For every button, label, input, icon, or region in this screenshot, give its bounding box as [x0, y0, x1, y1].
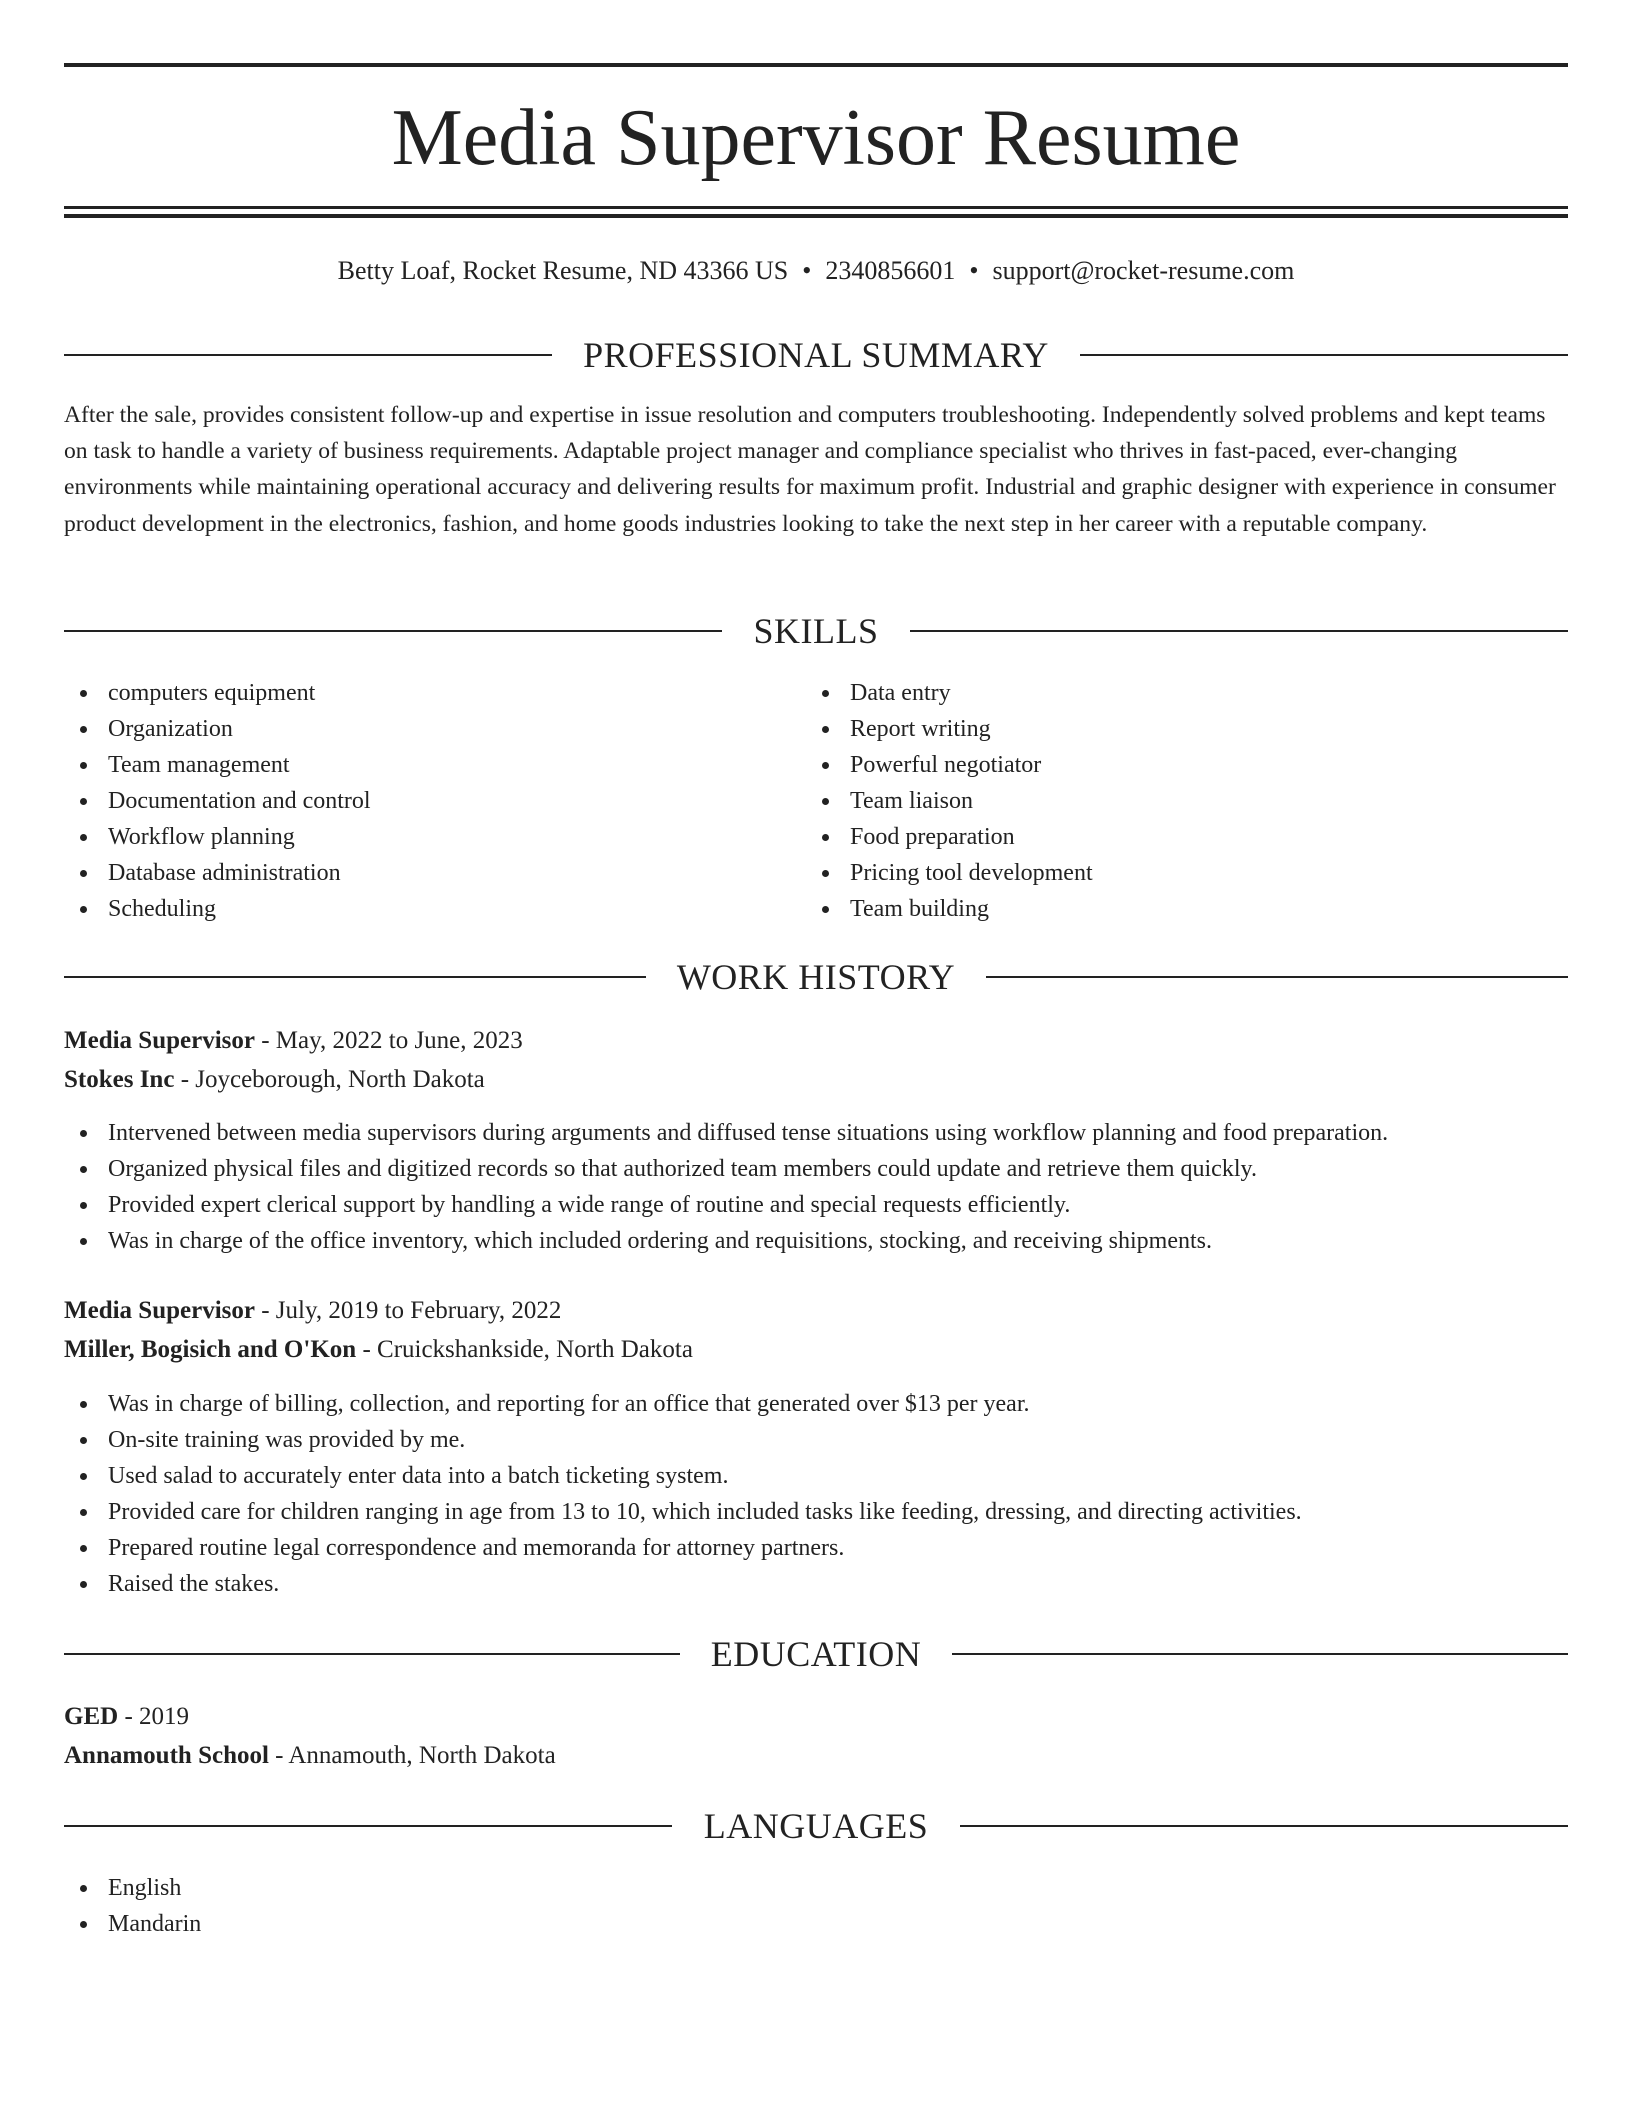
skill-item: Report writing — [806, 711, 1093, 747]
skill-item: computers equipment — [64, 675, 371, 711]
skills-heading — [64, 606, 1568, 656]
skill-item: Team management — [64, 747, 371, 783]
education-heading — [64, 1629, 1568, 1679]
skill-item: Scheduling — [64, 891, 371, 927]
job-dates: - May, 2022 to June, 2023 — [254, 1027, 523, 1054]
job-bullet: Used salad to accurately enter data into a batch ticketing system. — [64, 1458, 1302, 1494]
skill-item: Powerful negotiator — [806, 747, 1093, 783]
job-bullet: On-site training was provided by me. — [64, 1422, 1302, 1458]
heading-rule-right — [986, 976, 1568, 978]
education-school-line — [64, 1737, 556, 1775]
contact-line — [64, 252, 1568, 290]
skill-item: Organization — [64, 711, 371, 747]
skill-item: Data entry — [806, 675, 1093, 711]
skill-item: Documentation and control — [64, 783, 371, 819]
summary-text: After the sale, provides consistent follow-up and expertise in issue resolution and computers troubleshooting. Independently solved problems and kept teams on task to handle a variety of business requirements. Adaptable project manager and compliance specialist who thrives in fast-paced, ever-changing environments while maintaining operational accuracy and delivering results for maximum profit. Industrial and graphic designer with experience in consumer product development in the electronics, fashion, and home goods industries looking to take the next step in her career with a reputable company. — [64, 402, 1556, 537]
contact-separator: • — [969, 256, 979, 285]
job-bullets — [64, 1115, 1388, 1259]
heading-rule-right — [910, 630, 1568, 632]
job-company: Stokes Inc — [64, 1066, 175, 1093]
job-company-line — [64, 1061, 485, 1099]
skills-list-left — [64, 675, 371, 927]
summary-heading — [64, 330, 1568, 380]
job-company-line — [64, 1331, 693, 1369]
heading-rule-right — [952, 1653, 1568, 1655]
header-rule-upper — [64, 206, 1568, 209]
job-bullet: Was in charge of the office inventory, which included ordering and requisitions, stocking, and receiving shipments. — [64, 1223, 1388, 1259]
job-company: Miller, Bogisich and O'Kon — [64, 1336, 357, 1363]
page-title: Media Supervisor Resume — [391, 94, 1241, 182]
section-title: PROFESSIONAL SUMMARY — [583, 335, 1049, 375]
skill-item: Workflow planning — [64, 819, 371, 855]
section-title: WORK HISTORY — [676, 957, 956, 997]
education-year: - 2019 — [118, 1703, 190, 1730]
section-title: LANGUAGES — [703, 1806, 929, 1846]
job-location: - Cruickshankside, North Dakota — [356, 1336, 693, 1363]
education-location: - Annamouth, North Dakota — [268, 1742, 556, 1769]
contact-separator: • — [802, 256, 812, 285]
job-bullet: Prepared routine legal correspondence and memoranda for attorney partners. — [64, 1530, 1302, 1566]
job-title: Media Supervisor — [64, 1027, 255, 1054]
work-heading — [64, 952, 1568, 1002]
heading-rule-right — [1080, 354, 1568, 356]
skills-list-right — [806, 675, 1093, 927]
job-title-line — [64, 1022, 523, 1060]
contact-phone: 2340856601 — [825, 256, 956, 285]
languages-list — [64, 1870, 201, 1942]
skill-item: Database administration — [64, 855, 371, 891]
job-bullet: Intervened between media supervisors during arguments and diffused tense situations using workflow planning and food preparation. — [64, 1115, 1388, 1151]
job-bullet: Raised the stakes. — [64, 1566, 1302, 1602]
header-rule-lower — [64, 214, 1568, 218]
skill-item: Pricing tool development — [806, 855, 1093, 891]
contact-address: Betty Loaf, Rocket Resume, ND 43366 US — [337, 256, 789, 285]
education-degree-line — [64, 1698, 189, 1736]
skill-item: Team liaison — [806, 783, 1093, 819]
education-school: Annamouth School — [64, 1742, 269, 1769]
header-top-rule — [64, 63, 1568, 67]
job-bullet: Provided expert clerical support by handling a wide range of routine and special requests efficiently. — [64, 1187, 1388, 1223]
languages-heading — [64, 1801, 1568, 1851]
contact-email: support@rocket-resume.com — [992, 256, 1295, 285]
job-location: - Joyceborough, North Dakota — [174, 1066, 485, 1093]
job-bullet: Provided care for children ranging in age from 13 to 10, which included tasks like feeding, dressing, and directing activities. — [64, 1494, 1302, 1530]
job-bullets — [64, 1386, 1302, 1602]
skill-item: Food preparation — [806, 819, 1093, 855]
skill-item: Team building — [806, 891, 1093, 927]
section-title: SKILLS — [753, 611, 879, 651]
job-title-line — [64, 1292, 561, 1330]
job-bullet: Organized physical files and digitized records so that authorized team members could update and retrieve them quickly. — [64, 1151, 1388, 1187]
job-bullet: Was in charge of billing, collection, and reporting for an office that generated over $13 per year. — [64, 1386, 1302, 1422]
job-dates: - July, 2019 to February, 2022 — [254, 1297, 562, 1324]
language-item: Mandarin — [64, 1906, 201, 1942]
language-item: English — [64, 1870, 201, 1906]
education-degree: GED — [64, 1703, 119, 1730]
section-title: EDUCATION — [710, 1634, 922, 1674]
heading-rule-right — [960, 1825, 1568, 1827]
job-title: Media Supervisor — [64, 1297, 255, 1324]
